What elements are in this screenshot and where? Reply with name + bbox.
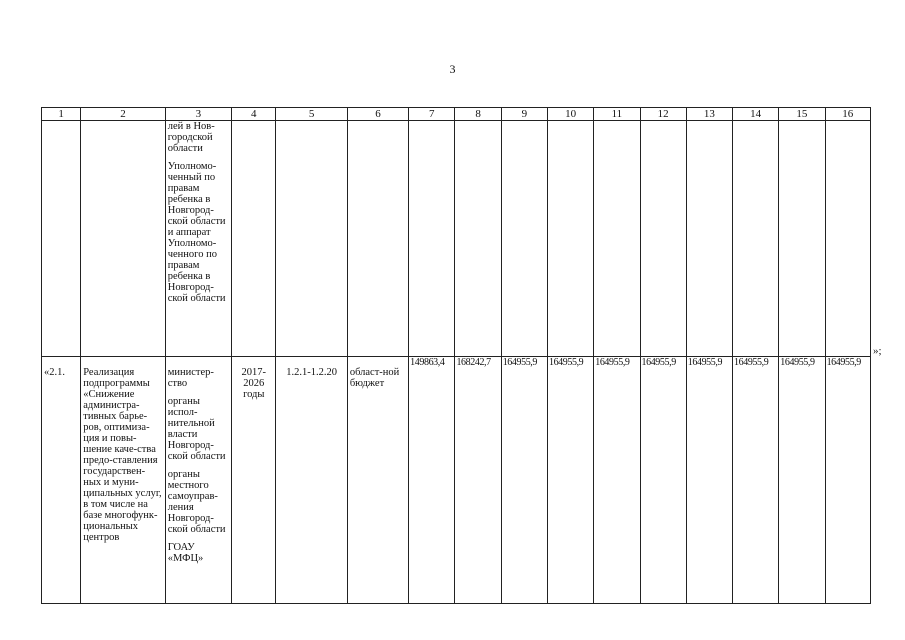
value-cell: 164955,9 bbox=[640, 357, 686, 604]
table-cell bbox=[276, 121, 347, 357]
period-cell: 2017-2026 годы bbox=[232, 357, 276, 604]
value-cell: 168242,7 bbox=[455, 357, 501, 604]
executor-text: лей в Нов-городской области bbox=[167, 121, 215, 154]
value-cell: 164955,9 bbox=[779, 357, 825, 604]
table-cell bbox=[409, 121, 455, 357]
value-cell: 149863,4 bbox=[409, 357, 455, 604]
table-cell bbox=[825, 121, 870, 357]
value-cell: 164955,9 bbox=[825, 357, 870, 604]
program-table bbox=[41, 107, 871, 604]
column-header: 13 bbox=[686, 108, 732, 121]
table-cell bbox=[42, 121, 81, 357]
activity-title: Реализация подпрограммы «Снижение администра-тивных барье-ров, оптимиза-ция и повы-шение каче-ства предо-ставления государствен-ных и муни-ципальных услуг, в том числе на базе многофунк-циональных центров bbox=[81, 357, 166, 604]
executor-text: министер-ство bbox=[167, 367, 214, 389]
value-cell: 164955,9 bbox=[501, 357, 547, 604]
page-number: 3 bbox=[449, 62, 456, 76]
column-header: 14 bbox=[733, 108, 779, 121]
value-cell: 164955,9 bbox=[686, 357, 732, 604]
column-header: 12 bbox=[640, 108, 686, 121]
column-number-row bbox=[42, 108, 871, 121]
closing-quote-mark: »; bbox=[873, 345, 882, 357]
table-cell bbox=[779, 121, 825, 357]
executor-text: органы местного самоуправ-ления Новгород-ской области bbox=[167, 469, 226, 535]
column-header: 7 bbox=[409, 108, 455, 121]
value-cell: 164955,9 bbox=[547, 357, 593, 604]
targets-cell: 1.2.1-1.2.20 bbox=[276, 357, 347, 604]
column-header: 9 bbox=[501, 108, 547, 121]
executor-text: ГОАУ «МФЦ» bbox=[167, 542, 204, 564]
column-header: 15 bbox=[779, 108, 825, 121]
table-cell bbox=[733, 121, 779, 357]
table-row-2-1 bbox=[42, 357, 871, 604]
column-header: 10 bbox=[547, 108, 593, 121]
table-cell bbox=[640, 121, 686, 357]
column-header: 5 bbox=[276, 108, 347, 121]
table-row-continued bbox=[42, 121, 871, 357]
row-number: «2.1. bbox=[42, 357, 81, 604]
table-cell bbox=[347, 121, 408, 357]
value-cell: 164955,9 bbox=[594, 357, 640, 604]
column-header: 3 bbox=[165, 108, 231, 121]
table-cell bbox=[547, 121, 593, 357]
table-cell bbox=[594, 121, 640, 357]
executors-cell bbox=[165, 121, 231, 357]
table-cell bbox=[232, 121, 276, 357]
table-cell bbox=[455, 121, 501, 357]
column-header: 8 bbox=[455, 108, 501, 121]
column-header: 6 bbox=[347, 108, 408, 121]
table-cell bbox=[501, 121, 547, 357]
table-cell bbox=[686, 121, 732, 357]
funding-source-cell: област-ной бюджет bbox=[347, 357, 408, 604]
executor-text: органы испол-нительной власти Новгород-ской области bbox=[167, 396, 226, 462]
column-header: 1 bbox=[42, 108, 81, 121]
column-header: 2 bbox=[81, 108, 166, 121]
value-cell: 164955,9 bbox=[733, 357, 779, 604]
column-header: 4 bbox=[232, 108, 276, 121]
table-cell bbox=[81, 121, 166, 357]
column-header: 16 bbox=[825, 108, 870, 121]
column-header: 11 bbox=[594, 108, 640, 121]
executors-cell bbox=[165, 357, 231, 604]
executor-text: Уполномо-ченный по правам ребенка в Новгород-ской области и аппарат Уполномо-ченного по правам ребенка в Новгород-ской области bbox=[167, 161, 226, 304]
